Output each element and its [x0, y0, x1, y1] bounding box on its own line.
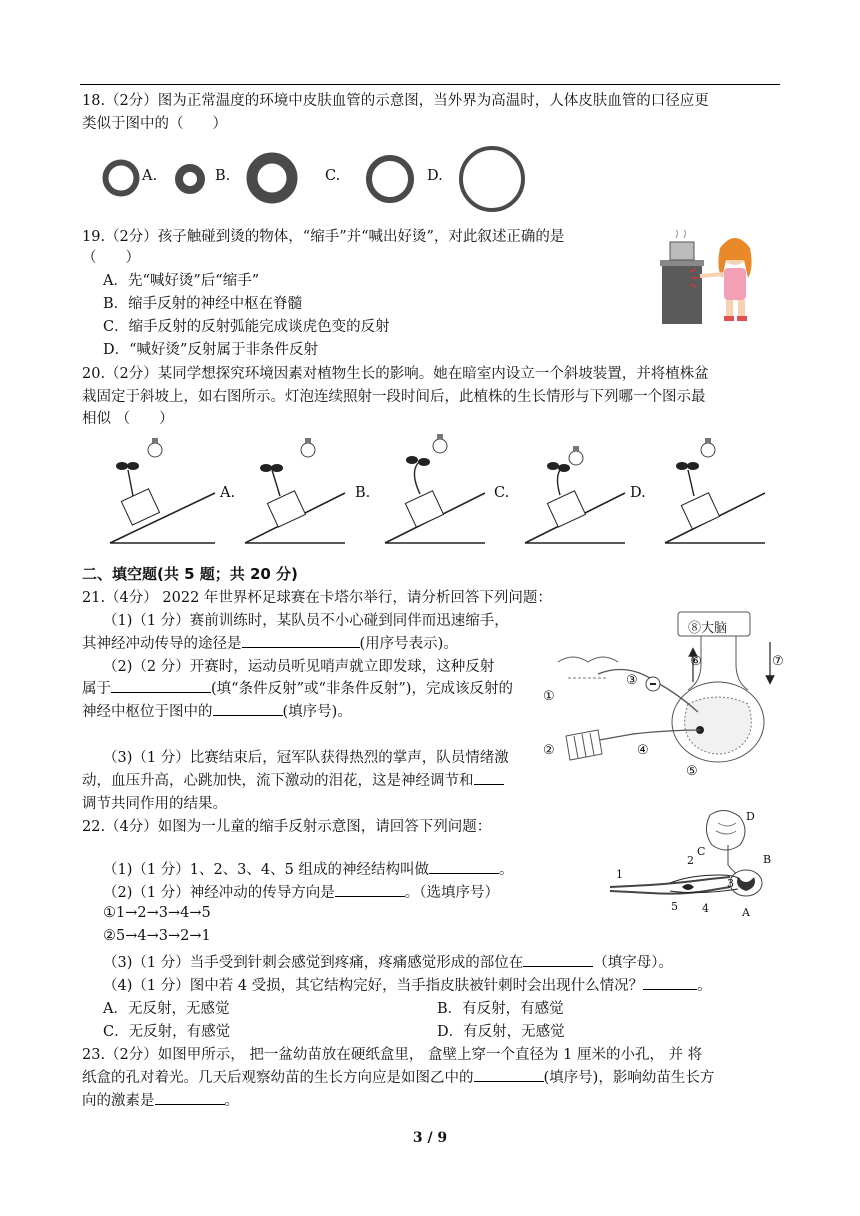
q21-blank-3[interactable] — [213, 701, 283, 716]
q19-stem-line2: （ ） — [82, 250, 140, 266]
q23-blank-1[interactable] — [474, 1067, 544, 1082]
q22-stem: 22.（4分）如图为一儿童的缩手反射示意图，请回答下列问题： — [82, 819, 492, 835]
slope-fig-3 — [525, 446, 625, 543]
q22-option-a: A．无反射，无感觉 — [103, 1001, 230, 1017]
q22-seq-2: ②5→4→3→2→1 — [103, 928, 211, 944]
q23-blank-2[interactable] — [155, 1090, 225, 1105]
q22-p3: （3)（1 分）当手受到针刺会感觉到疼痛，疼痛感觉形成的部位在 （填字母）。 — [103, 951, 673, 972]
section2-title: 二、填空题(共 5 题；共 20 分) — [82, 565, 298, 583]
slope-fig-4 — [665, 438, 765, 543]
q22-blank-4[interactable] — [643, 975, 697, 990]
q21-p1-line2: 其神经冲动传导的途径是 (用序号表示)。 — [82, 632, 458, 653]
q21-fig-label-5: ⑤ — [686, 764, 698, 779]
q23-stem-line3: 向的激素是 。 — [82, 1089, 239, 1110]
q21-fig-label-4: ④ — [637, 743, 649, 758]
q18-stem-line2: 类似于图中的（ ） — [82, 116, 227, 132]
q22-blank-3[interactable] — [523, 952, 593, 967]
slope-fig-2 — [385, 434, 485, 543]
q18-option-a: A. — [142, 168, 158, 184]
q19-option-a: A．先“喊好烫”后“缩手” — [103, 273, 260, 289]
q20-stem-line2: 栽固定于斜坡上，如右图所示。灯泡连续照射一段时间后，此植株的生长情形与下列哪一个图示最 — [82, 389, 706, 405]
q19-option-b: B．缩手反射的神经中枢在脊髓 — [103, 296, 303, 312]
vessel-c — [252, 158, 292, 198]
q21-stem: 21.（4分） 2022 年世界杯足球赛在卡塔尔举行，请分析回答下列问题： — [82, 590, 552, 606]
q18-stem-line1: 18.（2分）图为正常温度的环境中皮肤血管的示意图，当外界为高温时，人体皮肤血管的口径应更 — [82, 93, 709, 109]
q23-stem-line1: 23.（2分）如图甲所示， 把一盆幼苗放在硬纸盒里， 盒壁上穿一个直径为 1 厘米的小孔， 并 将 — [82, 1047, 703, 1063]
q22-blank-2[interactable] — [335, 882, 405, 897]
q20-stem-line1: 20.（2分）某同学想探究环境因素对植物生长的影响。她在暗室内设立一个斜坡装置，并将植株盆 — [82, 366, 709, 382]
q21-p2-line1: （2)（2 分）开赛时，运动员听见哨声就立即发球，这种反射 — [103, 659, 495, 675]
q22-blank-1[interactable] — [429, 859, 499, 874]
vessel-b — [179, 168, 201, 190]
q22-option-c: C．无反射，有感觉 — [103, 1024, 231, 1040]
q19-option-c: C．缩手反射的反射弧能完成谈虎色变的反射 — [103, 319, 390, 335]
q21-fig-label-brain: ⑧大脑 — [688, 621, 728, 636]
q21-p1-line1: （1)（1 分）赛前训练时，某队员不小心碰到同伴而迅速缩手， — [103, 613, 509, 629]
q22-fig-label-b: B — [763, 853, 772, 866]
q18-option-c: C. — [325, 168, 341, 184]
q21-reflex-arc-figure — [538, 612, 778, 787]
q21-p2-line2: 属于 (填“条件反射”或“非条件反射”)，完成该反射的 — [82, 677, 513, 698]
vessel-d — [369, 158, 411, 200]
q21-p3-line1: （3)（1 分）比赛结束后，冠军队获得热烈的掌声，队员情绪激 — [103, 750, 509, 766]
q21-p3-line3: 调节共同作用的结果。 — [82, 796, 227, 812]
q22-p2: （2)（1 分）神经冲动的传导方向是 。（选填序号） — [103, 881, 499, 902]
q21-fig-label-7: ⑦ — [772, 654, 784, 669]
q22-fig-label-3: 3 — [727, 877, 734, 890]
page-number: 3 / 9 — [412, 1130, 448, 1146]
q21-blank-1[interactable] — [242, 633, 360, 648]
vessel-e — [461, 148, 523, 210]
q20-option-b: B. — [355, 485, 371, 501]
q22-fig-label-a: A — [742, 906, 750, 919]
q19-stem-line1: 19.（2分）孩子触碰到烫的物体，“缩手”并“喊出好烫”，对此叙述正确的是 — [82, 229, 565, 245]
q21-p2-line3: 神经中枢位于图中的 (填序号)。 — [82, 700, 352, 721]
q22-fig-label-4: 4 — [702, 902, 709, 915]
q18-option-b: B. — [215, 168, 231, 184]
header-rule — [80, 84, 780, 85]
q22-fig-label-d: D — [746, 810, 755, 823]
q22-fig-label-c: C — [697, 845, 706, 858]
q20-slope-figures — [0, 428, 860, 548]
q21-fig-label-1: ① — [543, 689, 555, 704]
q21-blank-4[interactable] — [474, 770, 504, 785]
q21-p3-line2: 动，血压升高，心跳加快，流下激动的泪花，这是神经调节和 — [82, 769, 504, 790]
q22-option-b: B．有反射，有感觉 — [437, 1001, 564, 1017]
q20-stem-line3: 相似 （ ） — [82, 411, 174, 427]
slope-fig-1 — [245, 438, 345, 543]
q19-option-d: D．“喊好烫”反射属于非条件反射 — [103, 342, 318, 358]
q20-option-d: D. — [630, 485, 646, 501]
q20-option-a: A. — [220, 485, 236, 501]
q21-fig-label-3: ③ — [626, 673, 638, 688]
q21-fig-label-2: ② — [543, 743, 555, 758]
q19-child-stove-illustration — [662, 230, 772, 330]
q21-blank-2[interactable] — [111, 678, 211, 693]
q22-fig-label-5: 5 — [671, 900, 678, 913]
q22-seq-1: ①1→2→3→4→5 — [103, 905, 211, 921]
slope-fig-0 — [110, 438, 215, 543]
q22-p4: （4)（1 分）图中若 4 受损，其它结构完好，当手指皮肤被针刺时会出现什么情况？ 。 — [103, 974, 712, 995]
vessel-a — [106, 163, 137, 194]
q23-stem-line2: 纸盒的孔对着光。几天后观察幼苗的生长方向应是如图乙中的 (填序号)，影响幼苗生长方 — [82, 1066, 714, 1087]
q22-p1: （1)（1 分）1、2、3、4、5 组成的神经结构叫做 。 — [103, 858, 513, 879]
q18-option-d: D. — [427, 168, 443, 184]
q21-fig-label-6: ⑥ — [690, 654, 702, 669]
q22-fig-label-2: 2 — [687, 854, 694, 867]
q22-option-d: D．有反射，无感觉 — [437, 1024, 565, 1040]
q22-fig-label-1: 1 — [616, 868, 623, 881]
q20-option-c: C. — [494, 485, 510, 501]
